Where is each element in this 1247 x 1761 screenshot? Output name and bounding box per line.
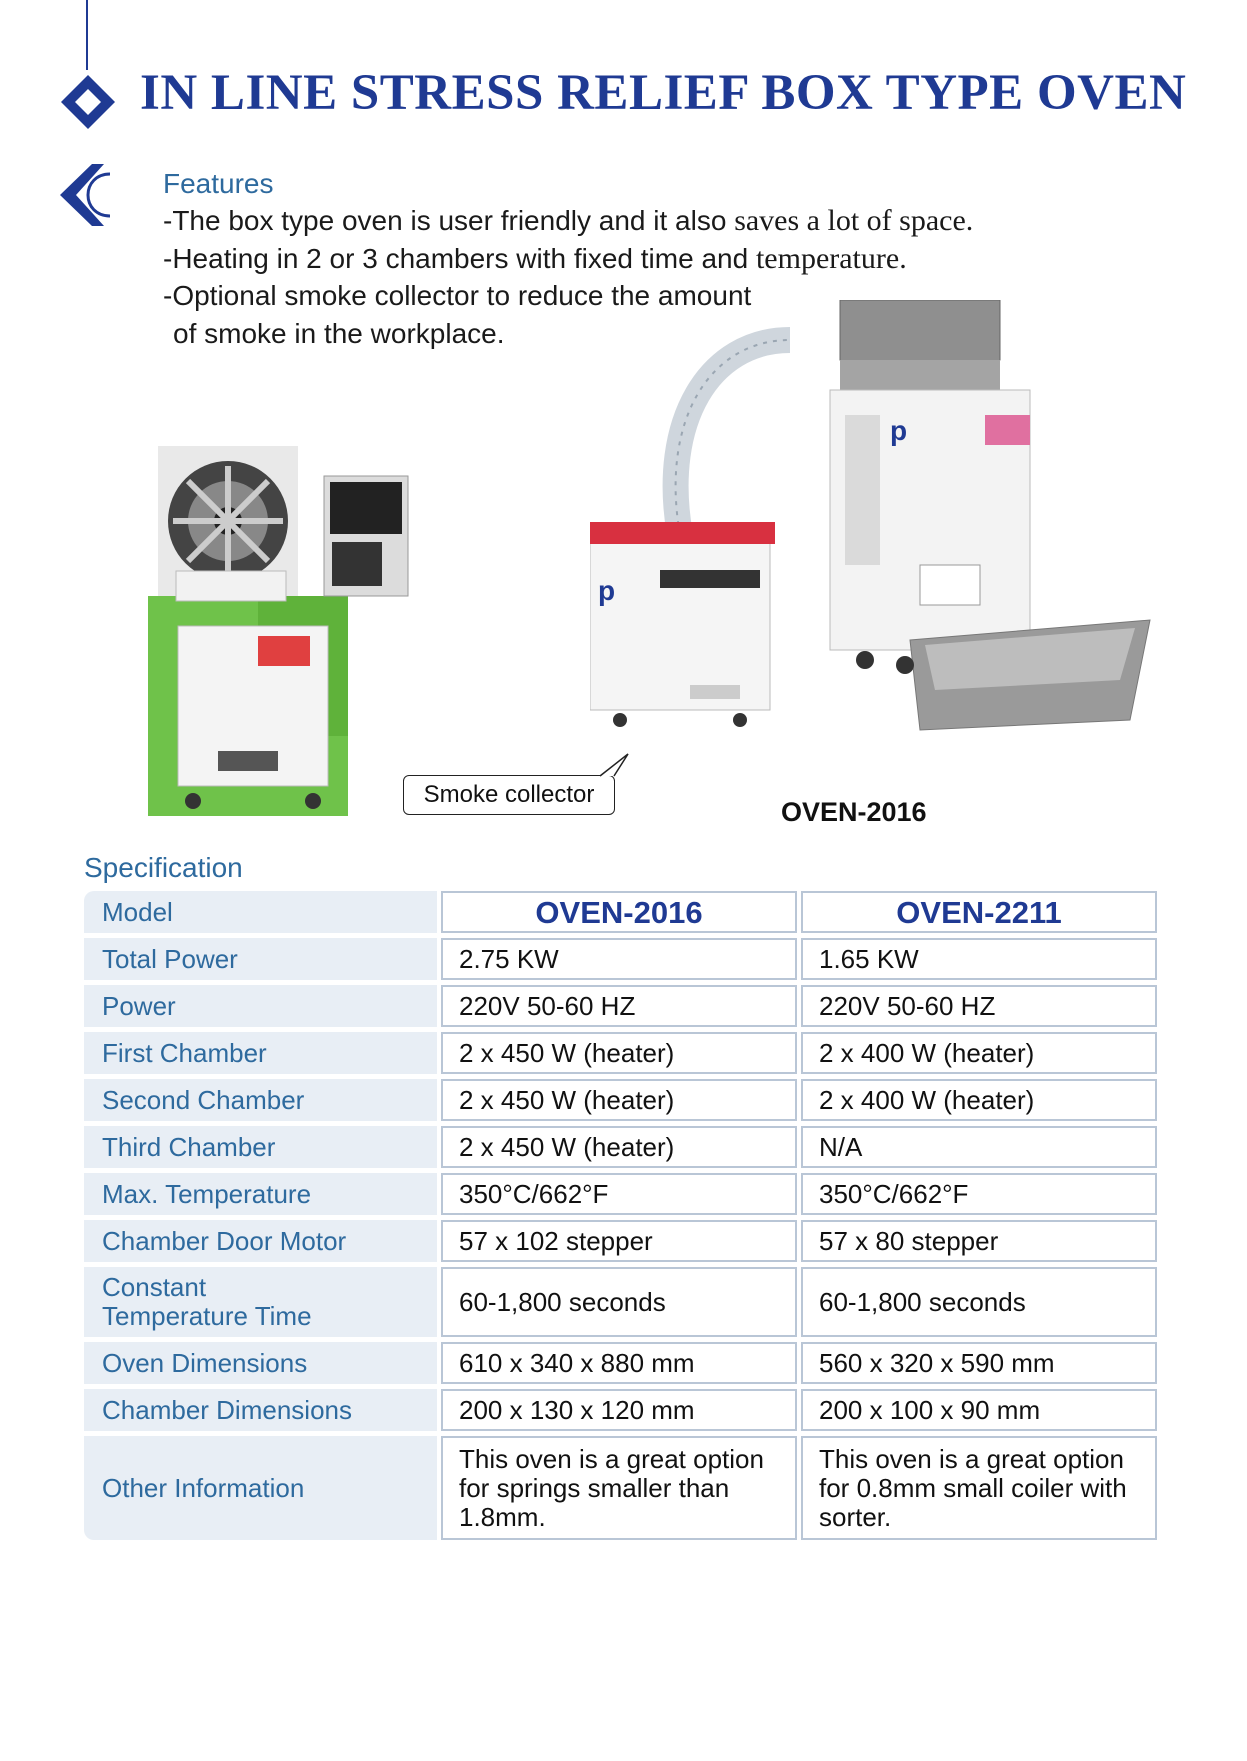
row-value-oven-2211: 560 x 320 x 590 mm [801, 1342, 1157, 1384]
row-value-oven-2016: 350°C/662°F [441, 1173, 797, 1215]
row-label: Total Power [84, 938, 437, 980]
table-row [84, 1220, 1159, 1262]
row-value-oven-2211: 200 x 100 x 90 mm [801, 1389, 1157, 1431]
table-row [84, 1342, 1159, 1384]
row-label: Oven Dimensions [84, 1342, 437, 1384]
table-row [84, 1436, 1159, 1540]
row-label: Chamber Dimensions [84, 1389, 437, 1431]
feature-item: of smoke in the workplace. [173, 318, 505, 349]
row-label: Max. Temperature [84, 1173, 437, 1215]
oven-and-smoke-collector-image [590, 300, 1180, 820]
row-value-oven-2211: N/A [801, 1126, 1157, 1168]
row-value-oven-2016: 220V 50-60 HZ [441, 985, 797, 1027]
row-value-oven-2211: 2 x 400 W (heater) [801, 1032, 1157, 1074]
table-row [84, 1389, 1159, 1431]
row-value-oven-2016: 57 x 102 stepper [441, 1220, 797, 1262]
row-value-oven-2211: 1.65 KW [801, 938, 1157, 980]
diamond-icon [58, 72, 118, 132]
page-title: IN LINE STRESS RELIEF BOX TYPE OVEN [140, 65, 1187, 121]
row-value-oven-2211: 350°C/662°F [801, 1173, 1157, 1215]
row-label: First Chamber [84, 1032, 437, 1074]
row-value-oven-2016: 2.75 KW [441, 938, 797, 980]
row-value-oven-2211: This oven is a great option for 0.8mm small coiler with sorter. [801, 1436, 1157, 1540]
row-label: Other Information [84, 1436, 437, 1540]
callout-pointer-icon [600, 752, 640, 792]
row-value-oven-2016: 610 x 340 x 880 mm [441, 1342, 797, 1384]
specification-heading: Specification [84, 852, 243, 883]
row-label: Second Chamber [84, 1079, 437, 1121]
row-value-oven-2211: 57 x 80 stepper [801, 1220, 1157, 1262]
row-value-oven-2016: 2 x 450 W (heater) [441, 1126, 797, 1168]
table-row [84, 1126, 1159, 1168]
row-value-oven-2016: This oven is a great option for springs smaller than 1.8mm. [441, 1436, 797, 1540]
row-label: Constant Temperature Time [84, 1267, 437, 1337]
svg-text:p: p [598, 575, 616, 606]
model-header-oven-2016: OVEN-2016 [441, 891, 797, 933]
specification-table [84, 891, 1159, 1545]
table-row [84, 938, 1159, 980]
features-heading: Features [163, 168, 274, 199]
row-value-oven-2016: 200 x 130 x 120 mm [441, 1389, 797, 1431]
row-label: Power [84, 985, 437, 1027]
model-header-oven-2211: OVEN-2211 [801, 891, 1157, 933]
table-header-label: Model [84, 891, 437, 933]
feature-item: -The box type oven is user friendly and it also saves a lot of space. [163, 204, 974, 237]
decorative-line [86, 0, 88, 70]
table-header-row [84, 891, 1159, 933]
table-row [84, 1079, 1159, 1121]
svg-text:p: p [890, 415, 908, 446]
row-value-oven-2016: 2 x 450 W (heater) [441, 1032, 797, 1074]
row-value-oven-2211: 60-1,800 seconds [801, 1267, 1157, 1337]
row-value-oven-2211: 2 x 400 W (heater) [801, 1079, 1157, 1121]
chevron-c-icon [52, 160, 126, 230]
table-row [84, 1173, 1159, 1215]
row-value-oven-2016: 2 x 450 W (heater) [441, 1079, 797, 1121]
row-label: Chamber Door Motor [84, 1220, 437, 1262]
row-label: Third Chamber [84, 1126, 437, 1168]
oven-model-caption: OVEN-2016 [781, 797, 927, 827]
row-value-oven-2016: 60-1,800 seconds [441, 1267, 797, 1337]
smoke-collector-callout: Smoke collector [403, 775, 615, 815]
spring-coiler-machine-image [148, 446, 418, 816]
row-value-oven-2211: 220V 50-60 HZ [801, 985, 1157, 1027]
table-row [84, 1267, 1159, 1337]
feature-item: -Heating in 2 or 3 chambers with fixed time and temperature. [163, 242, 907, 275]
table-row [84, 985, 1159, 1027]
table-row [84, 1032, 1159, 1074]
feature-item: -Optional smoke collector to reduce the amount [163, 280, 752, 311]
